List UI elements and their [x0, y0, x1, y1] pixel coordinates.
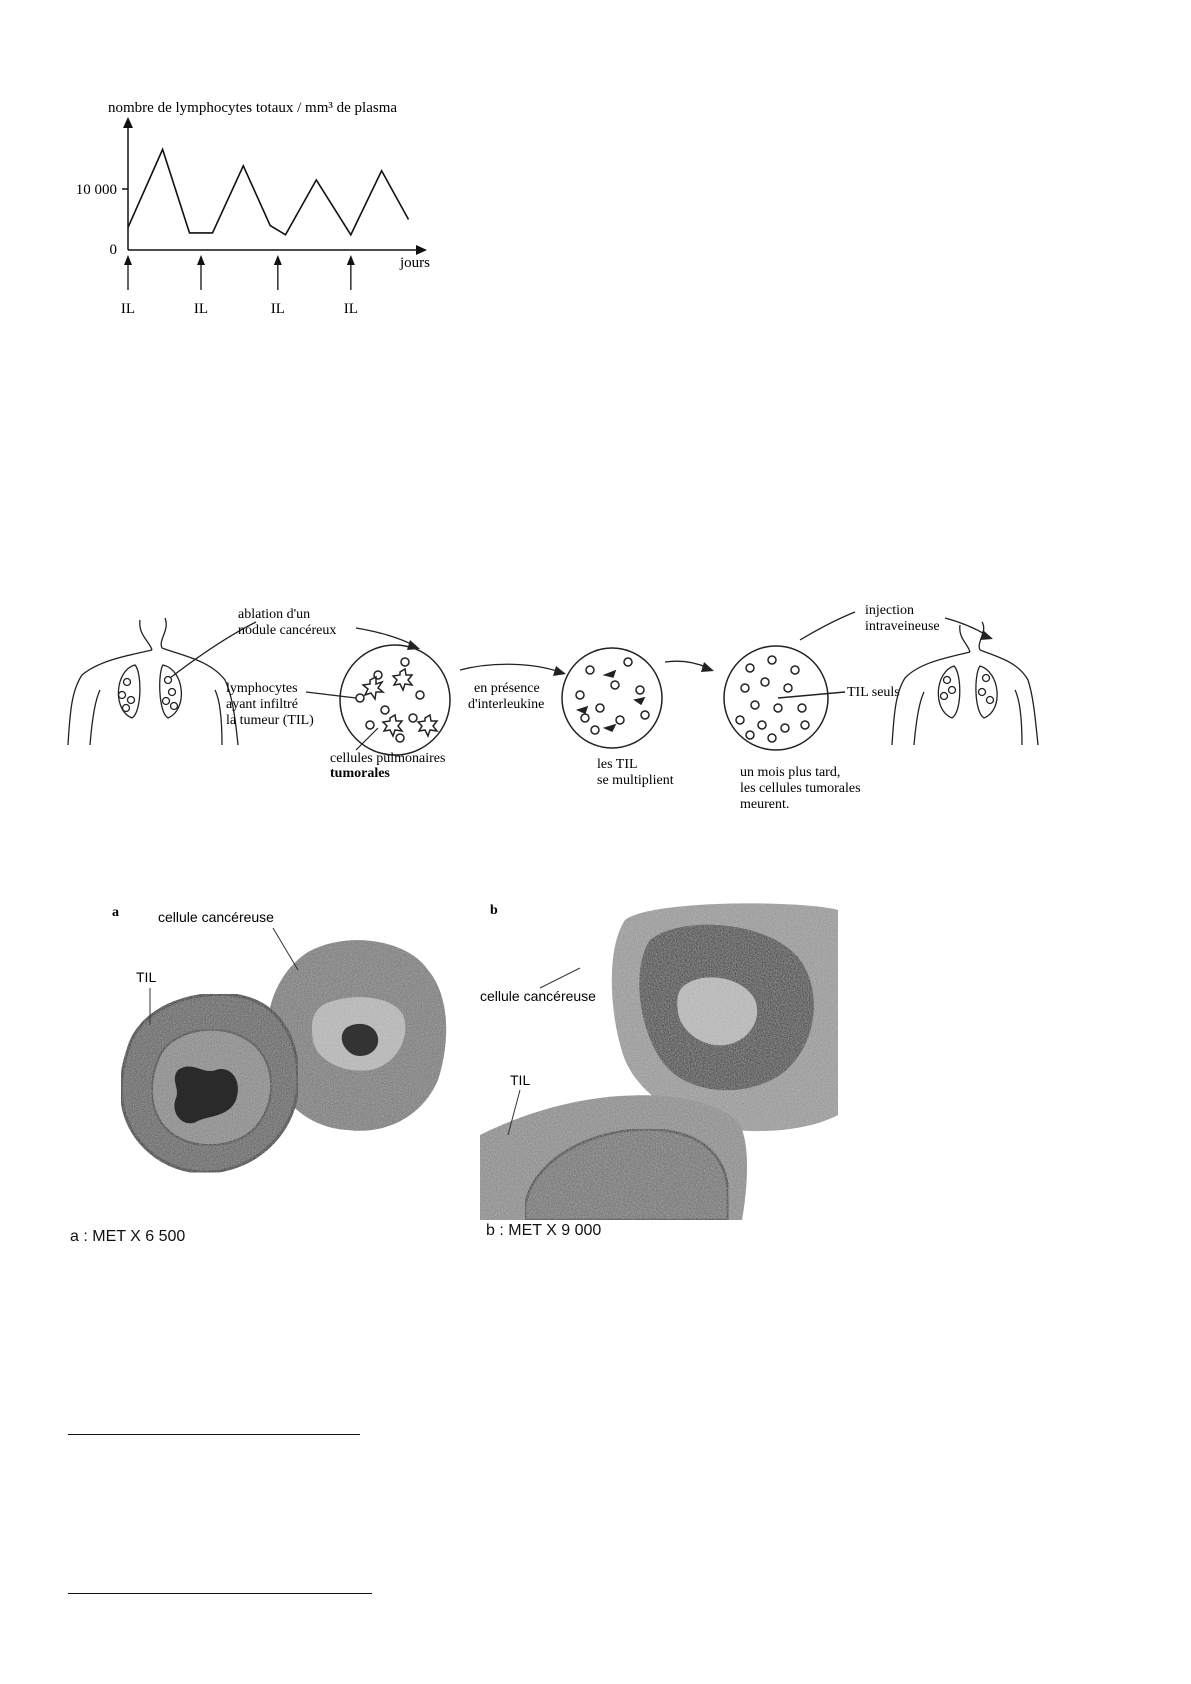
micrograph-b-letter: b — [490, 903, 498, 918]
label-til-2: ayant infiltré — [226, 697, 298, 712]
micrograph-a-caption: a : MET X 6 500 — [70, 1228, 186, 1245]
culture-dish-1 — [340, 645, 450, 755]
pointer-til-alone — [778, 692, 845, 698]
label-ablation-2: nodule cancéreux — [238, 623, 337, 638]
micrograph-a — [108, 900, 488, 1220]
micrograph-b-cancer-label: cellule cancéreuse — [480, 988, 596, 1004]
il-marker-arrowhead-1 — [124, 255, 132, 265]
chart-ytick-10000: 10 000 — [75, 182, 117, 198]
pointer-til — [306, 692, 356, 698]
label-til-3: la tumeur (TIL) — [226, 713, 314, 728]
culture-dish-3 — [724, 646, 828, 750]
label-multiply-1: les TIL — [597, 757, 638, 772]
micrograph-a-til-label: TIL — [136, 969, 157, 985]
micrograph-b — [480, 900, 840, 1220]
label-month-2: les cellules tumorales — [740, 781, 861, 796]
til-therapy-diagram — [60, 600, 1040, 830]
label-cells-1: cellules pulmonaires — [330, 751, 446, 766]
il-marker-label-4: IL — [343, 301, 358, 317]
chart-x-arrow — [416, 245, 427, 255]
label-presence-1: en présence — [474, 681, 540, 696]
patient-torso-right — [892, 622, 1038, 745]
micrograph-a-cancer-label: cellule cancéreuse — [158, 909, 274, 925]
chart-series-line — [128, 149, 409, 234]
micrograph-b-til-label: TIL — [510, 1072, 531, 1088]
label-month-3: meurent. — [740, 797, 790, 812]
il-marker-arrowhead-3 — [274, 255, 282, 265]
answer-line-2 — [68, 1593, 372, 1594]
label-multiply-2: se multiplient — [597, 773, 674, 788]
culture-dish-2 — [562, 648, 662, 748]
label-inject-1: injection — [865, 603, 914, 618]
arrow-injection — [945, 618, 988, 636]
answer-line-1 — [68, 1434, 360, 1435]
chart-markers — [121, 255, 358, 317]
chart-ytick-0: 0 — [109, 242, 117, 258]
pointer-a-cancer — [273, 928, 298, 970]
pointer-injection — [800, 612, 855, 640]
chart-xlabel: jours — [400, 255, 430, 271]
il-marker-arrowhead-2 — [197, 255, 205, 265]
micrograph-a-letter: a — [112, 905, 119, 920]
arrow-ablation — [356, 628, 415, 646]
label-inject-2: intraveineuse — [865, 619, 940, 634]
chart-ylabel: nombre de lymphocytes totaux / mm³ de plasma — [108, 100, 398, 116]
arrow-wait-head — [701, 662, 714, 672]
label-cells-2: tumorales — [330, 766, 390, 781]
arrow-wait — [665, 661, 708, 668]
il-marker-label-3: IL — [270, 301, 285, 317]
label-month-1: un mois plus tard, — [740, 765, 841, 780]
chart-y-arrow — [123, 117, 133, 128]
label-ablation-1: ablation d'un — [238, 607, 311, 622]
micrograph-b-caption: b : MET X 9 000 — [486, 1222, 602, 1239]
arrow-culture — [460, 664, 560, 672]
lymphocyte-chart — [60, 95, 480, 325]
pointer-b-cancer — [540, 968, 580, 988]
il-marker-label-2: IL — [193, 301, 209, 317]
label-til-1: lymphocytes — [226, 681, 298, 696]
arrow-culture-head — [553, 666, 566, 676]
label-presence-2: d'interleukine — [468, 697, 545, 712]
il-marker-label-1: IL — [120, 301, 136, 317]
il-marker-arrowhead-4 — [347, 255, 355, 265]
label-til-alone: TIL seuls — [847, 685, 900, 700]
